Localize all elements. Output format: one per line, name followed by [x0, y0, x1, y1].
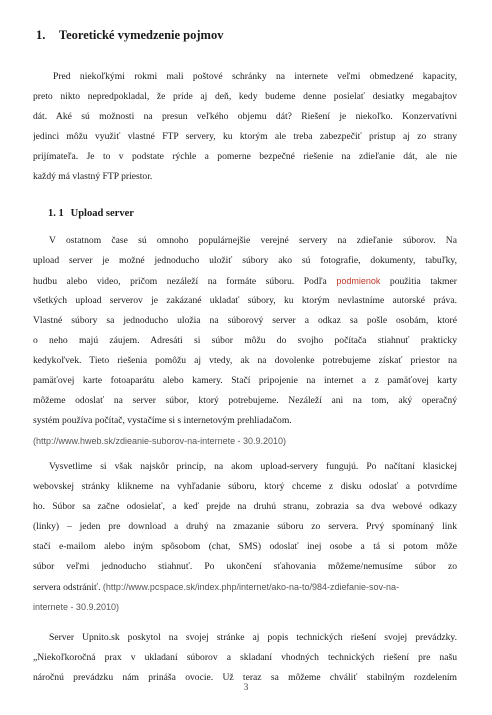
text-line: náročnú prevádzku nám prináša ovocie. Už teraz sa môžeme chváliť stabilným rozdelením: [33, 672, 457, 683]
chapter-heading: [36, 28, 223, 43]
citation-line: [33, 431, 457, 451]
upnito-paragraph: [33, 628, 457, 688]
text-line: preto nikto nepredpokladal, že príde aj deň, kedy budeme denne posielať desiatky megabajtov: [33, 91, 457, 102]
text-line: o neho majú záujem. Adresáti si súbor môžu do svojho počítača stiahnuť prakticky: [33, 335, 457, 346]
text-line: Vlastné súbory sa jednoducho uložia na súborový server a odkaz sa pošle osobám, ktoré: [33, 315, 457, 326]
citation-date: - 30.9.2010): [237, 436, 287, 446]
text-line: systém používa počítač, vystačíme si s internetovým prehliadačom.: [33, 415, 292, 426]
text-line: Pred niekoľkými rokmi mali poštové schránky na internete veľmi obmedzené kapacity,: [53, 71, 457, 82]
highlighted-term: podmienok: [336, 276, 381, 286]
chapter-number: 1.: [36, 28, 46, 42]
text-line-with-term: [33, 271, 457, 291]
text-line: V ostatnom čase sú omnoho populárnejšie verejné servery na zdieľanie súborov. Na: [49, 235, 457, 246]
text-line: ho. Súbor sa začne odosielať, a keď prejde na druhú stranu, zobrazia sa dva webové odkazy: [33, 501, 457, 512]
section-title: Upload server: [70, 208, 134, 219]
text-line: každý má vlastný FTP priestor.: [33, 171, 153, 182]
principle-paragraph: [33, 457, 457, 617]
text-line: prijímateľa. Je to v podstate rýchle a pomerne bezpečné riešenie na zdieľanie dát, ale nie: [33, 151, 457, 162]
intro-paragraph: [33, 67, 457, 187]
text-line: stačí e-mailom alebo iným spôsobom (chat, SMS) odoslať inej osobe a tá si potom môže: [33, 541, 457, 552]
page-number: 3: [243, 683, 249, 693]
citation-date: - 30.9.2010): [70, 602, 119, 612]
citation-link-continued[interactable]: internete: [33, 602, 69, 612]
section-heading: [48, 208, 134, 219]
section-number: 1. 1: [48, 208, 64, 219]
text-fragment: použitia takmer: [389, 276, 457, 287]
text-line: „Niekoľkoročná prax v ukladaní súborov a skladaní vhodných technických riešení pre našu: [33, 652, 457, 663]
chapter-title: Teoretické vymedzenie pojmov: [58, 28, 224, 42]
text-line: webovskej stránky klikneme na vyhľadanie súboru, ktorý chceme z disku odoslať a potvrdíme: [33, 481, 457, 492]
upload-server-paragraph: [33, 231, 457, 451]
text-line: upload server je možné jednoducho uložiť súbory ako sú fotografie, dokumenty, tabuľky,: [33, 255, 457, 266]
text-fragment: hudbu alebo video, pričom nezáleží na formáte súboru. Podľa: [33, 276, 327, 287]
text-line: súbor veľmi jednoducho stiahnuť. Po ukončení sťahovania môžeme/nemusíme súbor zo: [33, 561, 457, 572]
text-line: dát. Aké sú možnosti na presun veľkého objemu dát? Riešení je niekoľko. Konzervatívni: [33, 111, 457, 122]
text-line-with-citation: [33, 577, 457, 597]
text-line: Server Upnito.sk poskytol na svojej stránke aj popis technických riešení svojej prevádzky.: [49, 632, 457, 643]
text-line: kedykoľvek. Tieto riešenia pomôžu aj vtedy, ak na dovolenke potrebujeme získať priestor na: [33, 355, 457, 366]
text-line: všetkých upload serverov je zakázané ukladať súbory, ku ktorým nevlastníme autorské práva.: [33, 295, 457, 306]
text-line: môžeme odoslať na server súbor, ktorý potrebujeme. Nezáleží ani na tom, aký operačný: [33, 395, 457, 406]
text-line: pamäťovej karte fotoaparátu alebo kamery. Stačí pripojenie na internet a z pamäťovej karty: [33, 375, 457, 386]
text-line: Vysvetlime si však najskôr princíp, na akom upload-servery fungujú. Po načítaní klasickej: [49, 461, 457, 472]
text-line: (linky) – jeden pre download a druhý na zmazanie súboru zo servera. Prvý spomínaný link: [33, 521, 457, 532]
text-line: jedinci môžu využiť vlastné FTP servery, ku ktorým ale treba zabezpečiť prístup aj zo strany: [33, 131, 457, 142]
citation-link[interactable]: (http://www.pcspace.sk/index.php/internet/ako-na-to/984-zdiefanie-sov-na-: [102, 582, 400, 592]
text-fragment: servera odstrániť.: [33, 582, 101, 593]
citation-link[interactable]: (http://www.hweb.sk/zdieanie-suborov-na-internete: [33, 436, 236, 446]
citation-line: [33, 597, 457, 617]
